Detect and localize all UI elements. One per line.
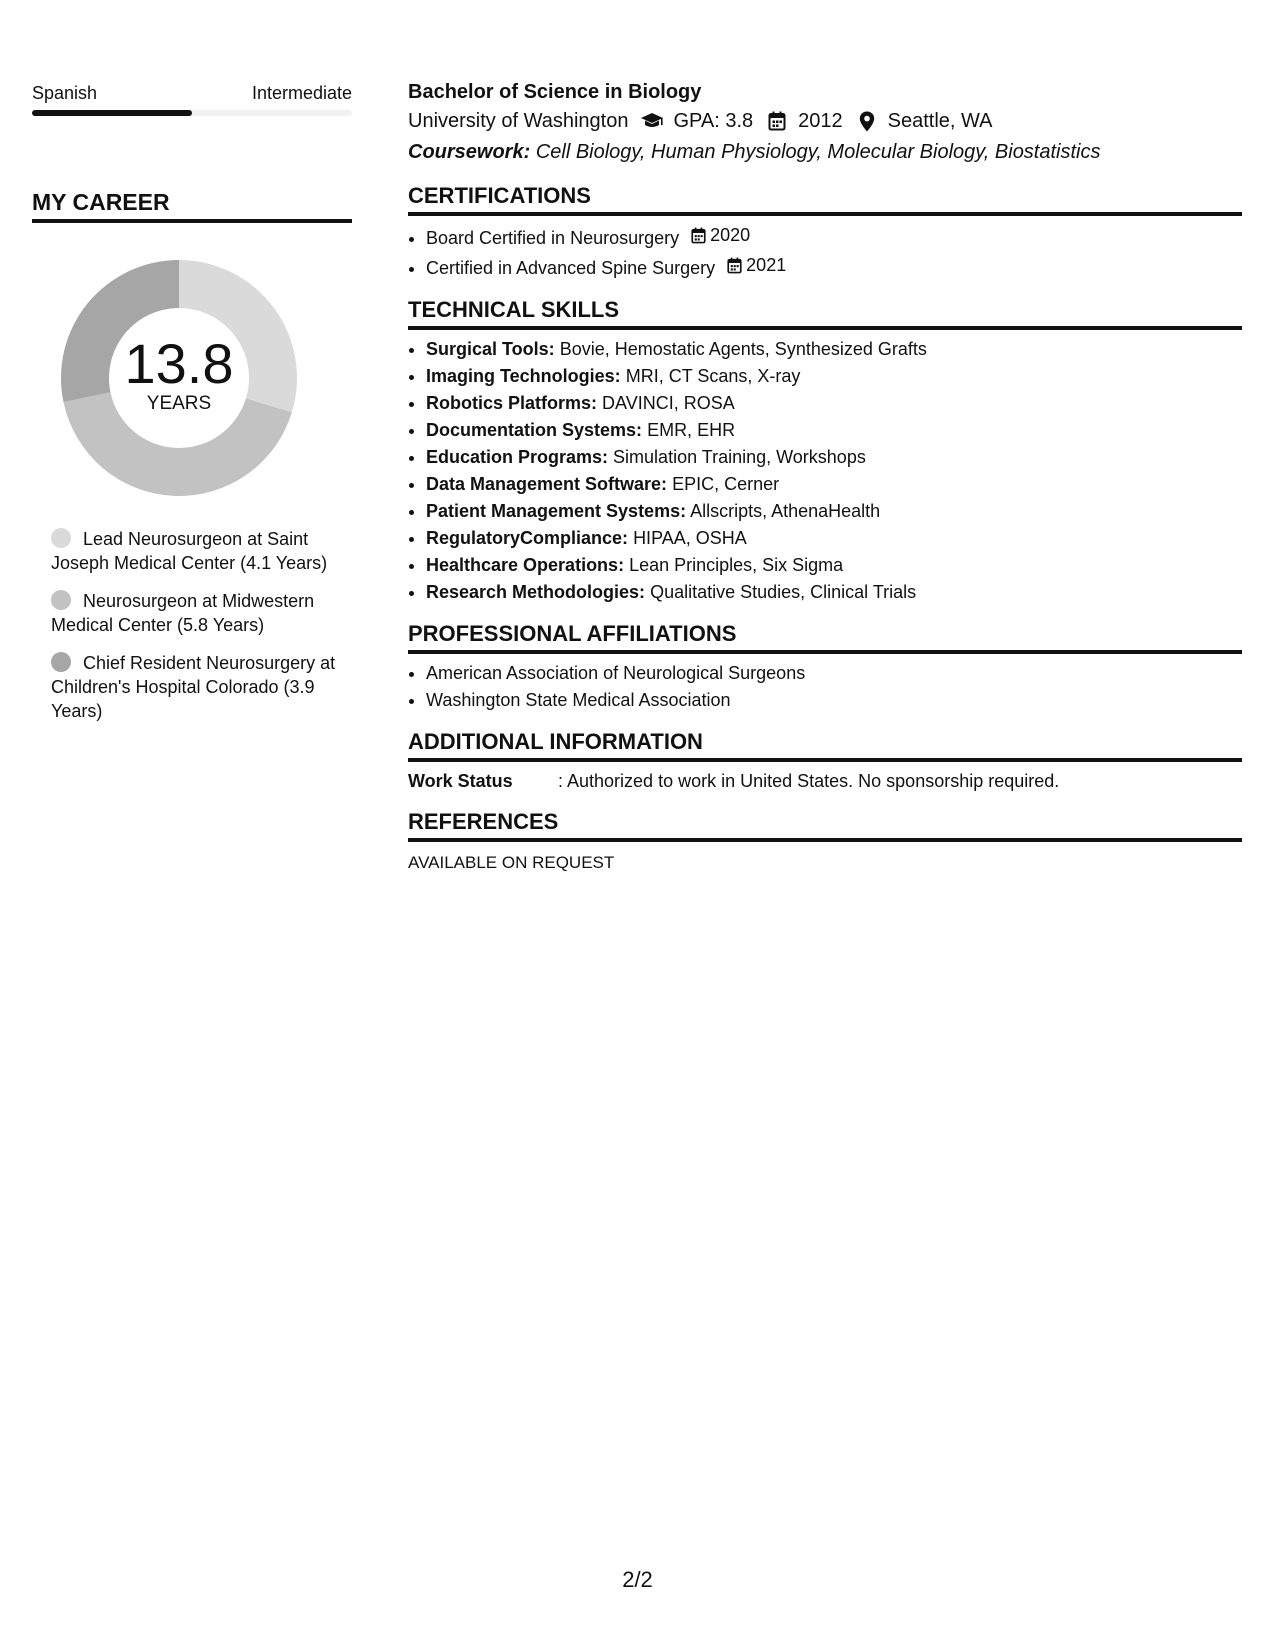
career-total-value: 13.8 — [124, 332, 234, 395]
education-location: Seattle, WA — [887, 110, 993, 132]
skill-value: MRI, CT Scans, X-ray — [625, 366, 801, 386]
skill-label: Data Management Software: — [426, 474, 668, 494]
coursework-label: Coursework: — [408, 141, 531, 163]
language-proficiency-fill — [32, 110, 192, 116]
language-name: Spanish — [32, 83, 98, 103]
work-status-value: : Authorized to work in United States. No sponsorship required. — [558, 771, 1060, 791]
references-text: AVAILABLE ON REQUEST — [408, 853, 615, 872]
career-heading: MY CAREER — [32, 188, 352, 223]
skill-label: Research Methodologies: — [426, 582, 646, 602]
skill-item — [426, 552, 1242, 579]
sidebar — [32, 80, 352, 737]
skill-label: Documentation Systems: — [426, 420, 643, 440]
skill-value: HIPAA, OSHA — [633, 528, 747, 548]
career-legend-item — [51, 589, 341, 637]
affiliations-list — [408, 660, 1242, 714]
career-legend-label: Lead Neurosurgeon at Saint Joseph Medical Center (4.1 Years) — [51, 529, 328, 573]
language-proficiency-bar — [32, 110, 352, 116]
skill-item — [426, 444, 1242, 471]
skill-value: EMR, EHR — [647, 420, 736, 440]
education-meta — [408, 106, 1242, 136]
certification-item — [426, 252, 1242, 282]
affiliations-heading: PROFESSIONAL AFFILIATIONS — [408, 620, 1242, 654]
legend-dot-icon — [51, 652, 71, 672]
graduation-cap-icon — [640, 112, 664, 130]
legend-dot-icon — [51, 528, 71, 548]
work-status-row — [408, 768, 1242, 794]
skill-item — [426, 471, 1242, 498]
career-legend-item — [51, 527, 341, 575]
career-donut-chart — [54, 253, 304, 503]
education-year: 2012 — [798, 110, 843, 132]
education-degree: Bachelor of Science in Biology — [408, 81, 702, 103]
skill-value: EPIC, Cerner — [672, 474, 780, 494]
career-legend-label: Neurosurgeon at Midwestern Medical Center (5.8 Years) — [51, 591, 315, 635]
calendar-icon — [727, 257, 742, 274]
education-entry — [408, 78, 1242, 168]
certification-name: Board Certified in Neurosurgery — [426, 228, 680, 248]
calendar-icon — [765, 111, 789, 131]
skill-item — [426, 498, 1242, 525]
certification-year: 2021 — [746, 255, 787, 275]
skill-value: DAVINCI, ROSA — [602, 393, 735, 413]
skill-item — [426, 417, 1242, 444]
language-level: Intermediate — [251, 83, 352, 103]
page-number: 2/2 — [622, 1567, 653, 1592]
affiliation-item: • American Association of Neurological Surgeons — [426, 660, 1242, 687]
education-coursework — [408, 136, 1242, 168]
skill-value: Allscripts, AthenaHealth — [690, 501, 881, 521]
career-legend — [51, 527, 341, 723]
main-content — [408, 78, 1242, 876]
affiliation-item: • Washington State Medical Association — [426, 687, 1242, 714]
skill-label: Imaging Technologies: — [426, 366, 621, 386]
skill-value: Lean Principles, Six Sigma — [629, 555, 844, 575]
skill-value: Qualitative Studies, Clinical Trials — [650, 582, 917, 602]
language-entry — [32, 80, 352, 116]
education-school: University of Washington — [408, 110, 629, 132]
references-heading: REFERENCES — [408, 808, 1242, 842]
education-gpa: GPA: 3.8 — [673, 110, 754, 132]
career-legend-item — [51, 651, 341, 723]
work-status-label: Work Status — [408, 771, 513, 791]
skill-value: Bovie, Hemostatic Agents, Synthesized Grafts — [559, 339, 927, 359]
technical-skills-list — [408, 336, 1242, 606]
additional-info-heading: ADDITIONAL INFORMATION — [408, 728, 1242, 762]
skill-label: RegulatoryCompliance: — [426, 528, 629, 548]
certifications-list — [408, 222, 1242, 282]
skill-item — [426, 390, 1242, 417]
certification-item — [426, 222, 1242, 252]
certification-year: 2020 — [710, 225, 751, 245]
skill-label: Robotics Platforms: — [426, 393, 598, 413]
skill-item — [426, 525, 1242, 552]
map-pin-icon — [855, 111, 879, 132]
skill-item — [426, 579, 1242, 606]
career-legend-label: Chief Resident Neurosurgery at Children's Hospital Colorado (3.9 Years) — [51, 653, 336, 721]
career-total — [54, 253, 304, 503]
certification-name: Certified in Advanced Spine Surgery — [426, 258, 716, 278]
skill-item — [426, 363, 1242, 390]
coursework-list: Cell Biology, Human Physiology, Molecular Biology, Biostatistics — [535, 141, 1101, 163]
technical-skills-heading: TECHNICAL SKILLS — [408, 296, 1242, 330]
certifications-heading: CERTIFICATIONS — [408, 182, 1242, 216]
skill-item — [426, 336, 1242, 363]
skill-label: Education Programs: — [426, 447, 609, 467]
skill-value: Simulation Training, Workshops — [613, 447, 866, 467]
skill-label: Patient Management Systems: — [426, 501, 687, 521]
skill-label: Healthcare Operations: — [426, 555, 625, 575]
legend-dot-icon — [51, 590, 71, 610]
skill-label: Surgical Tools: — [426, 339, 555, 359]
career-total-unit: YEARS — [146, 393, 212, 414]
calendar-icon — [691, 227, 706, 244]
